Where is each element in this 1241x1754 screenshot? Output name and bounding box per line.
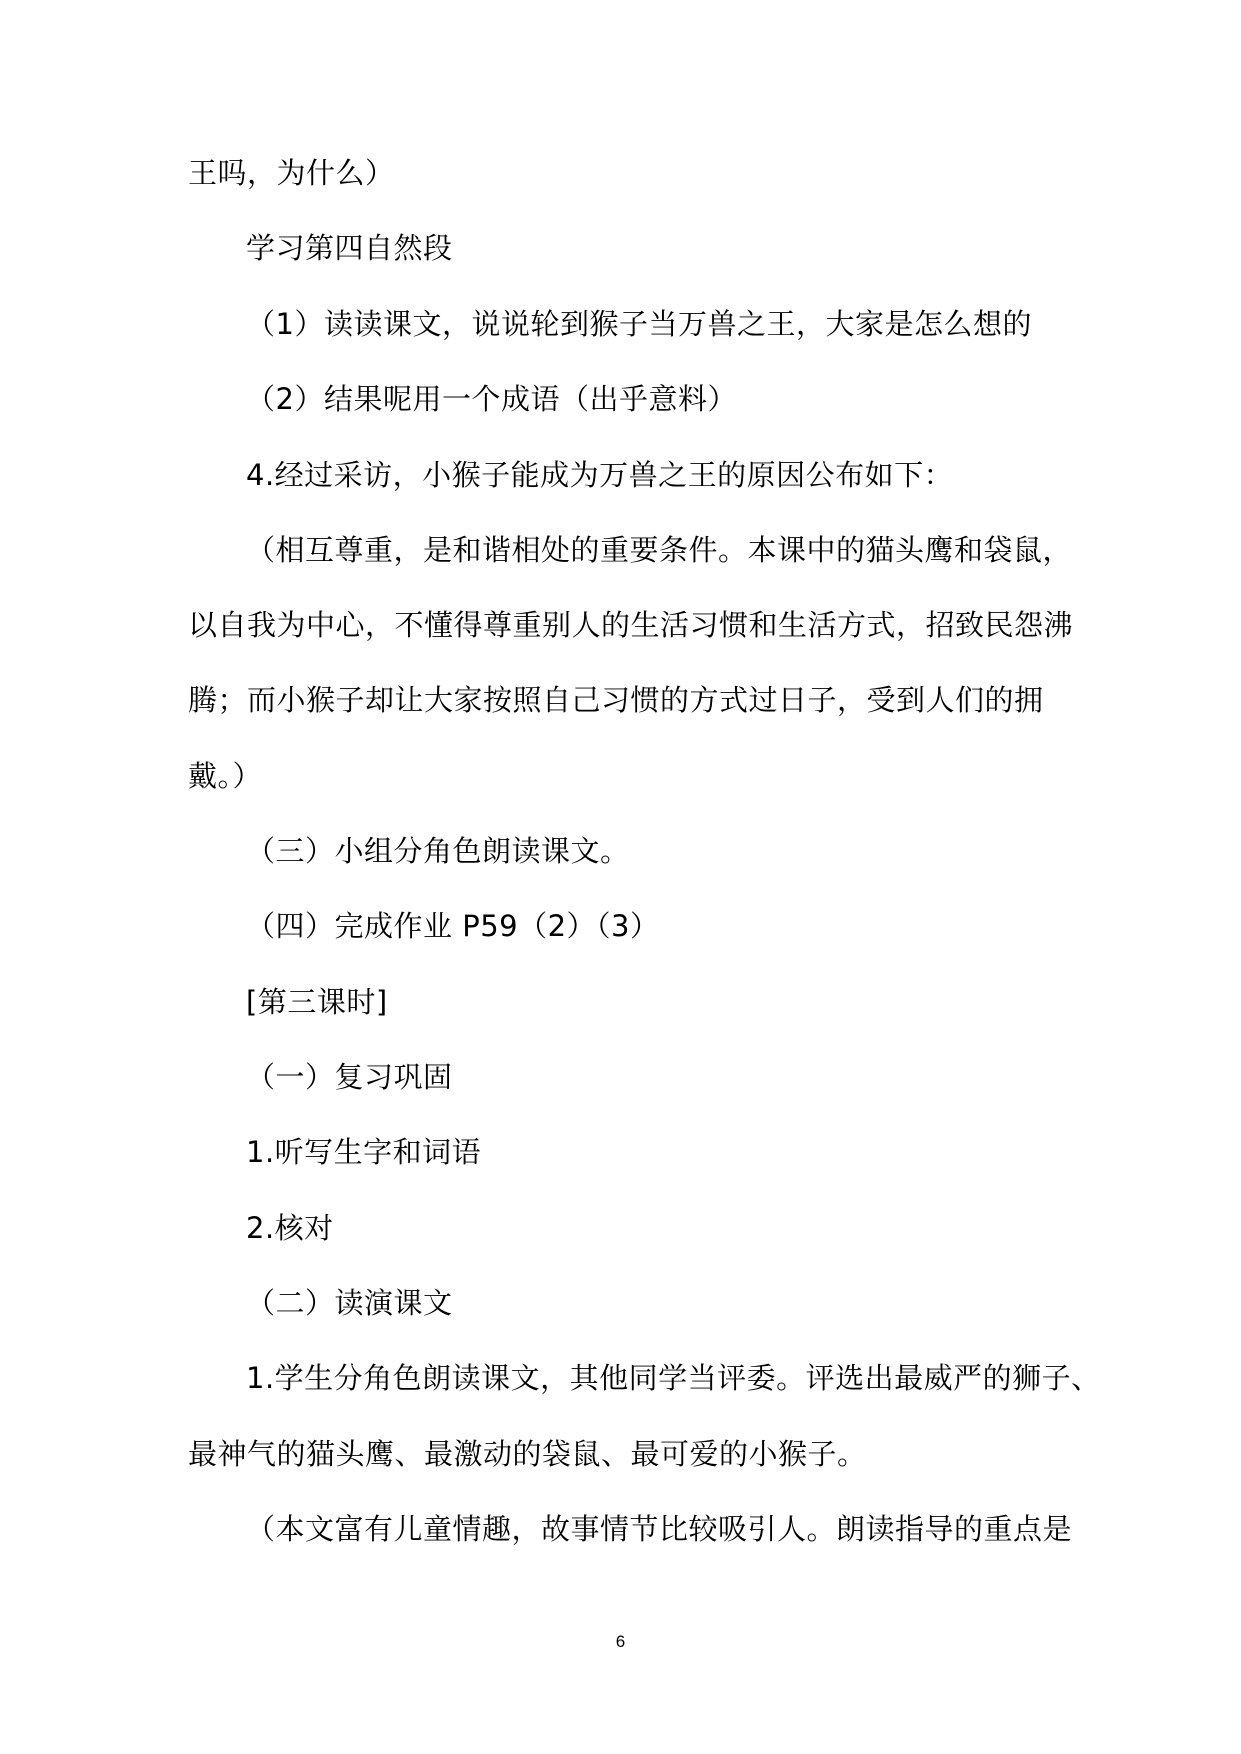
text-line-paragraph-continued: 腾；而小猴子却让大家按照自己习惯的方式过日子，受到人们的拥 (188, 683, 1044, 717)
text-line-section-heading: 学习第四自然段 (246, 231, 453, 265)
text-line-item-1: 1.学生分角色朗读课文，其他同学当评委。评选出最威严的狮子、 (246, 1361, 1101, 1395)
text-line-question-1: （1）读读课文，说说轮到猴子当万兽之王，大家是怎么想的 (246, 307, 1032, 341)
text-line-paragraph-start: （相互尊重，是和谐相处的重要条件。本课中的猫头鹰和袋鼠， (246, 533, 1073, 567)
text-line-subsection-2: （二）读演课文 (246, 1286, 453, 1320)
text-line-section-3: （三）小组分角色朗读课文。 (246, 834, 630, 868)
text-line-section-4: （四）完成作业 P59（2）（3） (246, 909, 660, 943)
text-line-paragraph-end: 戴。） (188, 759, 263, 793)
text-line-item-4: 4.经过采访，小猴子能成为万兽之王的原因公布如下： (246, 458, 954, 492)
text-line-item-2: 2.核对 (246, 1211, 334, 1245)
page-number: 6 (615, 1632, 626, 1651)
text-line-continuation: 王吗，为什么） (188, 156, 395, 190)
text-line-question-2: （2）结果呢用一个成语（出乎意料） (246, 382, 737, 416)
text-line-item-1: 1.听写生字和词语 (246, 1135, 482, 1169)
text-line-paragraph-continued: 以自我为中心，不懂得尊重别人的生活习惯和生活方式，招致民怨沸 (188, 608, 1074, 642)
text-line-subsection-1: （一）复习巩固 (246, 1060, 453, 1094)
text-line-item-continued: 最神气的猫头鹰、最激动的袋鼠、最可爱的小猴子。 (188, 1437, 867, 1471)
text-line-note-start: （本文富有儿童情趣，故事情节比较吸引人。朗读指导的重点是 (246, 1512, 1073, 1546)
text-line-lesson-heading: [第三课时] (246, 985, 388, 1019)
